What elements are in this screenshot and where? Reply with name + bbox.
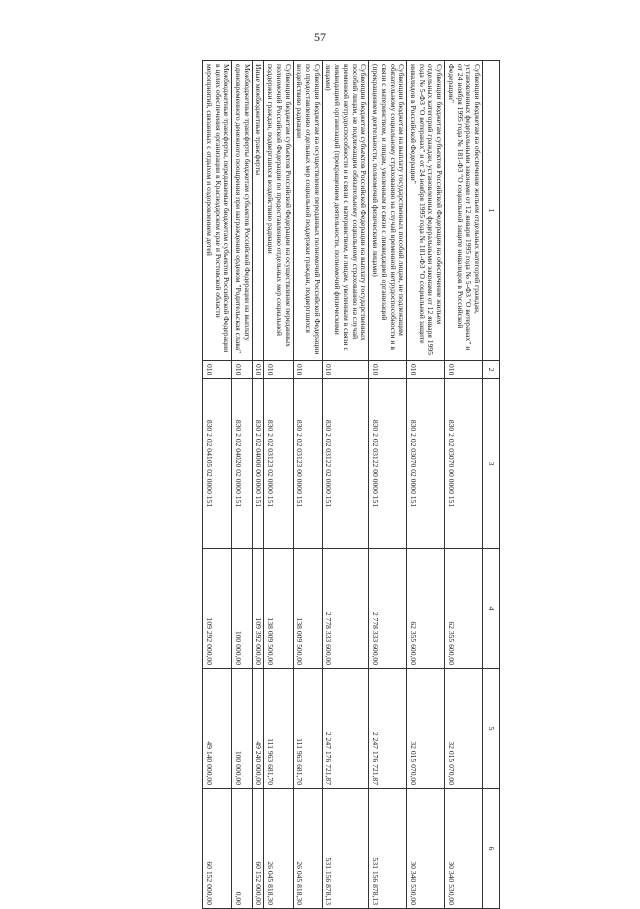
cell-c6: 60 152 000,00 (203, 789, 232, 909)
cell-c6: 60 152 000,00 (252, 789, 264, 909)
row-description: Субвенции бюджетам на выплату государственных пособий лицам, не подлежащим обязательному социальному страхованию на случай временной нетрудоспособности и в связи с материнством, и лицам, уволенным в связи с ликвидацией организаций (прекращением деятельности, полномочий физическими лицами) (369, 61, 407, 361)
cell-c4: 109 392 000,00 (252, 549, 264, 669)
cell-c2: 010 (203, 361, 232, 379)
cell-c4: 100 000,00 (232, 549, 252, 669)
cell-c5: 2 247 176 721,87 (369, 669, 407, 789)
row-description: Межбюджетные трансферты бюджетам субъектов Российской Федерации на выплату единовременного денежного поощрения при награждении орденом "Родительская слава" (232, 61, 252, 361)
cell-c3: 830 2 02 04105 02 0000 151 (203, 379, 232, 549)
cell-c6: 30 340 530,00 (445, 789, 483, 909)
cell-c6: 0,00 (232, 789, 252, 909)
column-header: 1 (483, 61, 500, 361)
cell-c4: 2 778 333 600,00 (369, 549, 407, 669)
table-row (232, 61, 252, 909)
cell-c6: 531 156 878,13 (322, 789, 369, 909)
cell-c2: 010 (407, 361, 445, 379)
column-header: 3 (483, 379, 500, 549)
cell-c3: 830 2 02 04020 02 0000 151 (232, 379, 252, 549)
cell-c4: 62 355 600,00 (407, 549, 445, 669)
column-header: 6 (483, 789, 500, 909)
cell-c5: 32 015 070,00 (407, 669, 445, 789)
cell-c5: 100 000,00 (232, 669, 252, 789)
cell-c6: 26 045 818,30 (264, 789, 293, 909)
cell-c6: 531 156 878,13 (369, 789, 407, 909)
rotated-table-container (80, 60, 500, 908)
table-row (203, 61, 232, 909)
table-row (264, 61, 293, 909)
column-header: 2 (483, 361, 500, 379)
cell-c4: 109 292 000,00 (203, 549, 232, 669)
table-row (252, 61, 264, 909)
table-row (407, 61, 445, 909)
table-row (293, 61, 322, 909)
row-description: Субвенции бюджетам субъектов Российской Федерации на обеспечение жильем отдельных категорий граждан, установленных федеральными законами от 12 января 1995 года № 5-ФЗ "О ветеранах" и от 24 ноября 1995 года № 181-ФЗ "О социальной защите инвалидов в Российской Федерации" (407, 61, 445, 361)
cell-c3: 830 2 02 03070 00 0000 151 (445, 379, 483, 549)
cell-c2: 010 (264, 361, 293, 379)
row-description: Субвенции бюджетам на обеспечение жильем отдельных категорий граждан, установленных федеральными законами от 12 января 1995 года № 5-ФЗ "О ветеранах" и от 24 ноября 1995 года № 181-ФЗ "О социальной защите инвалидов в Российской Федерации" (445, 61, 483, 361)
row-description: Межбюджетные трансферты, передаваемые бюджетам субъектов Российской Федерации в целях обеспечения организации в Краснодарском крае и Ростовской области мероприятий, связанных с отдыхом и оздоровлением детей (203, 61, 232, 361)
cell-c3: 830 2 02 03123 00 0000 151 (293, 379, 322, 549)
cell-c2: 010 (369, 361, 407, 379)
row-description: Субвенции бюджетам субъектов Российской Федерации на осуществление переданных полномочий Российской Федерации по предоставлению отдельных мер социальной поддержки граждан, подвергшихся воздействию радиации (264, 61, 293, 361)
row-description: Субвенции бюджетам на осуществление переданных полномочий Российской Федерации по предоставлению отдельных мер социальной поддержки граждан, подвергшихся воздействию радиации (293, 61, 322, 361)
header-row (483, 61, 500, 909)
cell-c5: 32 015 070,00 (445, 669, 483, 789)
table-row (322, 61, 369, 909)
cell-c3: 830 2 02 04000 00 0000 151 (252, 379, 264, 549)
cell-c4: 138 009 500,00 (264, 549, 293, 669)
budget-table (202, 60, 500, 909)
cell-c3: 830 2 02 03122 00 0000 151 (369, 379, 407, 549)
cell-c5: 49 140 000,00 (203, 669, 232, 789)
cell-c5: 2 247 176 721,87 (322, 669, 369, 789)
row-description: Иные межбюджетные трансферты (252, 61, 264, 361)
column-header: 5 (483, 669, 500, 789)
column-header: 4 (483, 549, 500, 669)
table-row (445, 61, 483, 909)
cell-c3: 830 2 02 03070 02 0000 151 (407, 379, 445, 549)
cell-c2: 010 (293, 361, 322, 379)
cell-c2: 010 (232, 361, 252, 379)
cell-c4: 62 355 600,00 (445, 549, 483, 669)
cell-c6: 26 045 818,30 (293, 789, 322, 909)
table-row (369, 61, 407, 909)
cell-c2: 010 (322, 361, 369, 379)
page-number: 57 (314, 30, 326, 44)
cell-c4: 2 778 333 600,00 (322, 549, 369, 669)
cell-c6: 30 340 530,00 (407, 789, 445, 909)
cell-c5: 111 963 681,70 (293, 669, 322, 789)
cell-c3: 830 2 02 03122 02 0000 151 (322, 379, 369, 549)
cell-c5: 111 963 681,70 (264, 669, 293, 789)
row-description: Субвенции бюджетам субъектов Российской Федерации на выплату государственных пособий лицам, не подлежащим обязательному социальному страхованию на случай временной нетрудоспособности и в связи с материнством, и лицам, уволенным в связи с ликвидацией организаций (прекращением деятельности, полномочий физическими лицами) (322, 61, 369, 361)
cell-c3: 830 2 02 03123 02 0000 151 (264, 379, 293, 549)
cell-c5: 49 240 000,00 (252, 669, 264, 789)
cell-c4: 138 009 500,00 (293, 549, 322, 669)
cell-c2: 010 (445, 361, 483, 379)
cell-c2: 010 (252, 361, 264, 379)
